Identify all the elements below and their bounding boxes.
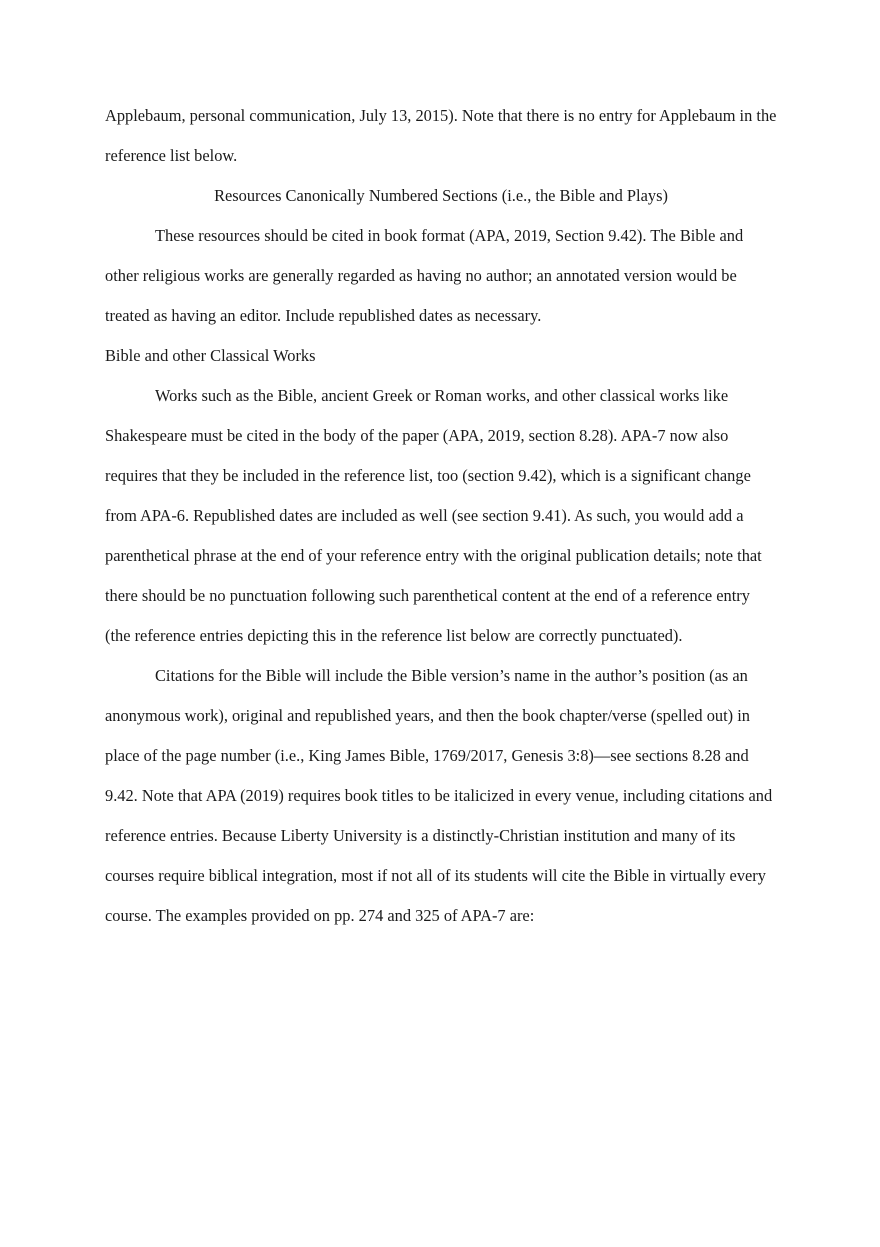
classical-works-paragraph: Works such as the Bible, ancient Greek or Roman works, and other classical works like Shakespeare must be cited in the body of the paper (APA, 2019, section 8.28). APA-7 now also requires that they be included in the reference list, too (section 9.42), which is a significant change from APA-6. Republished dates are included as well (see section 9.41). As such, you would add a parenthetical phrase at the end of your reference entry with the original publication details; note that there should be no punctuation following such parenthetical content at the end of a reference entry (the reference entries depicting this in the reference list below are correctly punctuated). — [105, 386, 762, 645]
section-heading: Resources Canonically Numbered Sections (i.e., the Bible and Plays) — [214, 186, 668, 205]
continuation-paragraph: Applebaum, personal communication, July 13, 2015). Note that there is no entry for Applebaum in the reference list below. — [105, 106, 777, 165]
subheading: Bible and other Classical Works — [105, 346, 316, 365]
document-body — [105, 96, 777, 936]
bible-citations-paragraph: Citations for the Bible will include the Bible version’s name in the author’s position (as an anonymous work), original and republished years, and then the book chapter/verse (spelled out) in place of the page number (i.e., King James Bible, 1769/2017, Genesis 3:8)—see sections 8.28 and 9.42. Note that APA (2019) requires book titles to be italicized in every venue, including citations and reference entries. Because Liberty University is a distinctly-Christian institution and many of its courses require biblical integration, most if not all of its students will cite the Bible in virtually every course. The examples provided on pp. 274 and 325 of APA-7 are: — [105, 666, 773, 925]
section-paragraph: These resources should be cited in book format (APA, 2019, Section 9.42). The Bible and other religious works are generally regarded as having no author; an annotated version would be treated as having an editor. Include republished dates as necessary. — [105, 226, 744, 325]
